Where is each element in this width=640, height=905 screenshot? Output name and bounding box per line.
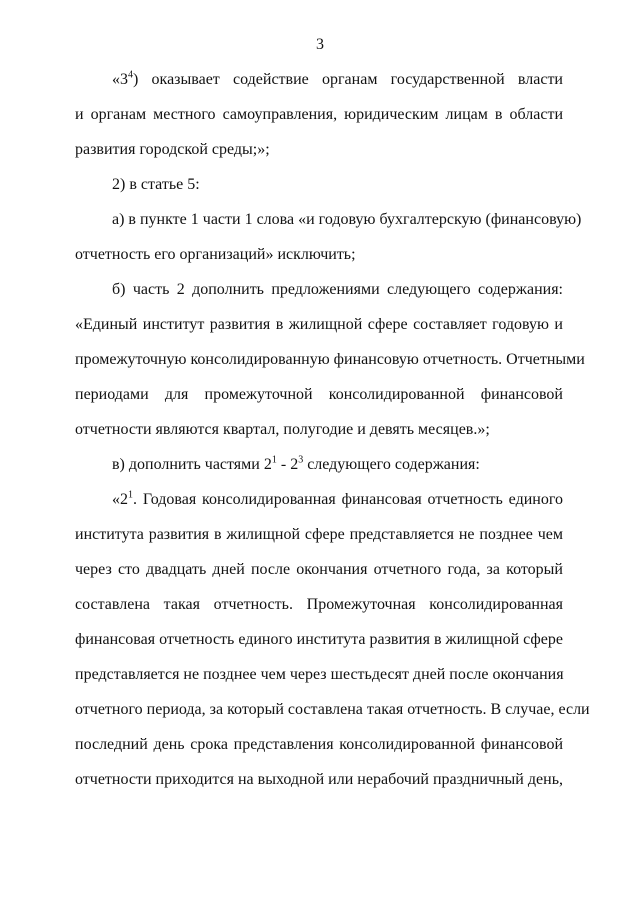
text-line: промежуточную консолидированную финансовую отчетность. Отчетными [75, 351, 585, 368]
text-line: и органам местного самоуправления, юридическим лицам в области [75, 106, 563, 123]
text-line: финансовая отчетность единого института развития в жилищной сфере [75, 631, 563, 648]
text-line: «Единый институт развития в жилищной сфере составляет годовую и [75, 316, 563, 333]
text-line: отчетность его организаций» исключить; [75, 246, 356, 263]
text-line: «$2^1$. Годовая консолидированная финансовая отчетность единого [112, 489, 563, 508]
text-line: а) в пункте 1 части 1 слова «и годовую бухгалтерскую (финансовую) [112, 211, 582, 228]
text-line: развития городской среды;»; [75, 141, 270, 158]
text-line: через сто двадцать дней после окончания отчетного года, за который [75, 561, 563, 578]
text-line: б) часть 2 дополнить предложениями следующего содержания: [112, 281, 563, 298]
text-line: «$3^4$) оказывает содействие органам государственной власти [112, 69, 563, 88]
text-line: отчетного периода, за который составлена такая отчетность. В случае, если [75, 701, 590, 718]
text-line: 2) в статье 5: [112, 176, 200, 193]
text-line: в) дополнить частями $2^1 - 2^3$ следующего содержания: [112, 454, 480, 473]
text-line: представляется не позднее чем через шестьдесят дней после окончания [75, 666, 564, 683]
text-line: периодами для промежуточной консолидированной финансовой [75, 386, 563, 403]
text-line: института развития в жилищной сфере представляется не позднее чем [75, 526, 563, 543]
text-line: последний день срока представления консолидированной финансовой [75, 736, 563, 753]
page-number: 3 [316, 36, 324, 53]
text-line: отчетности являются квартал, полугодие и девять месяцев.»; [75, 421, 490, 438]
text-line: отчетности приходится на выходной или нерабочий праздничный день, [75, 771, 563, 788]
text-line: составлена такая отчетность. Промежуточная консолидированная [75, 596, 563, 613]
